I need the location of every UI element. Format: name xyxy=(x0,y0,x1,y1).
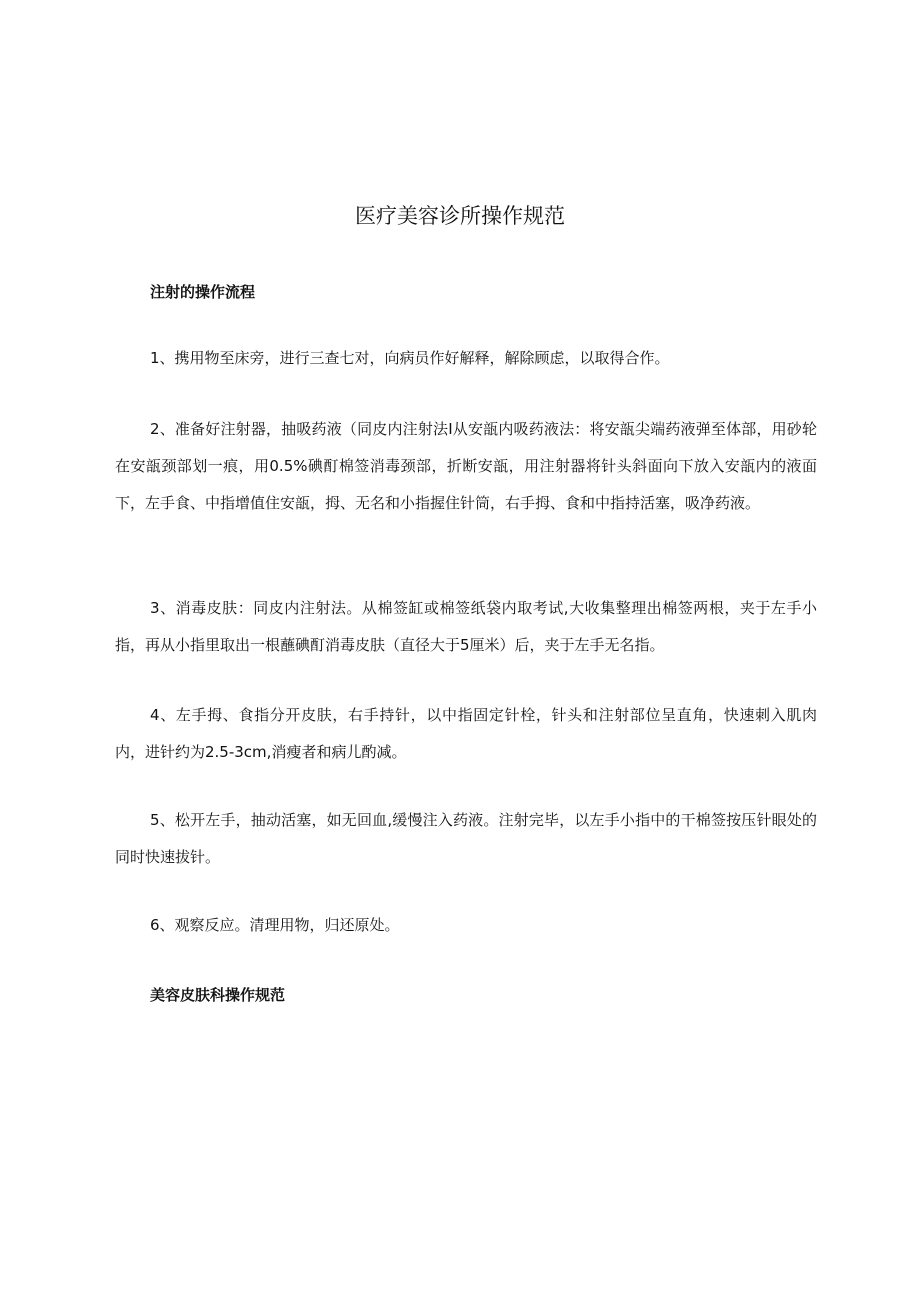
step-paragraph-6: 6、观察反应。清理用物，归还原处。 xyxy=(150,916,400,934)
step-paragraph-3: 3、消毒皮肤：同皮内注射法。从棉签缸或棉签纸袋内取考试,大收集整理出棉签两根，夹于左手小指，再从小指里取出一根蘸碘酊消毒皮肤（直径大于5厘米）后，夹于左手无名指。 xyxy=(115,599,817,654)
page-title: 医疗美容诊所操作规范 xyxy=(355,204,565,228)
step-paragraph-4: 4、左手拇、食指分开皮肤，右手持针，以中指固定针栓，针头和注射部位呈直角，快速刺入肌肉内，进针约为2.5-3cm,消瘦者和病儿酌减。 xyxy=(115,706,817,761)
section-heading-injection: 注射的操作流程 xyxy=(150,283,256,301)
section-heading-dermatology: 美容皮肤科操作规范 xyxy=(150,986,286,1004)
step-paragraph-2: 2、准备好注射器，抽吸药液（同皮内注射法I从安瓿内吸药液法：将安瓿尖端药液弹至体部，用砂轮在安瓿颈部划一痕，用0.5%碘酊棉签消毒颈部，折断安瓿，用注射器将针头斜面向下放入安瓿内的液面下，左手食、中指增值住安瓿，拇、无名和小指握住针筒，右手拇、食和中指持活塞，吸净药液。 xyxy=(115,420,817,512)
step-paragraph-5: 5、松开左手，抽动活塞，如无回血,缓慢注入药液。注射完毕，以左手小指中的干棉签按压针眼处的同时快速拔针。 xyxy=(115,811,817,866)
step-paragraph-1: 1、携用物至床旁，进行三查七对，向病员作好解释，解除顾虑，以取得合作。 xyxy=(150,349,670,367)
